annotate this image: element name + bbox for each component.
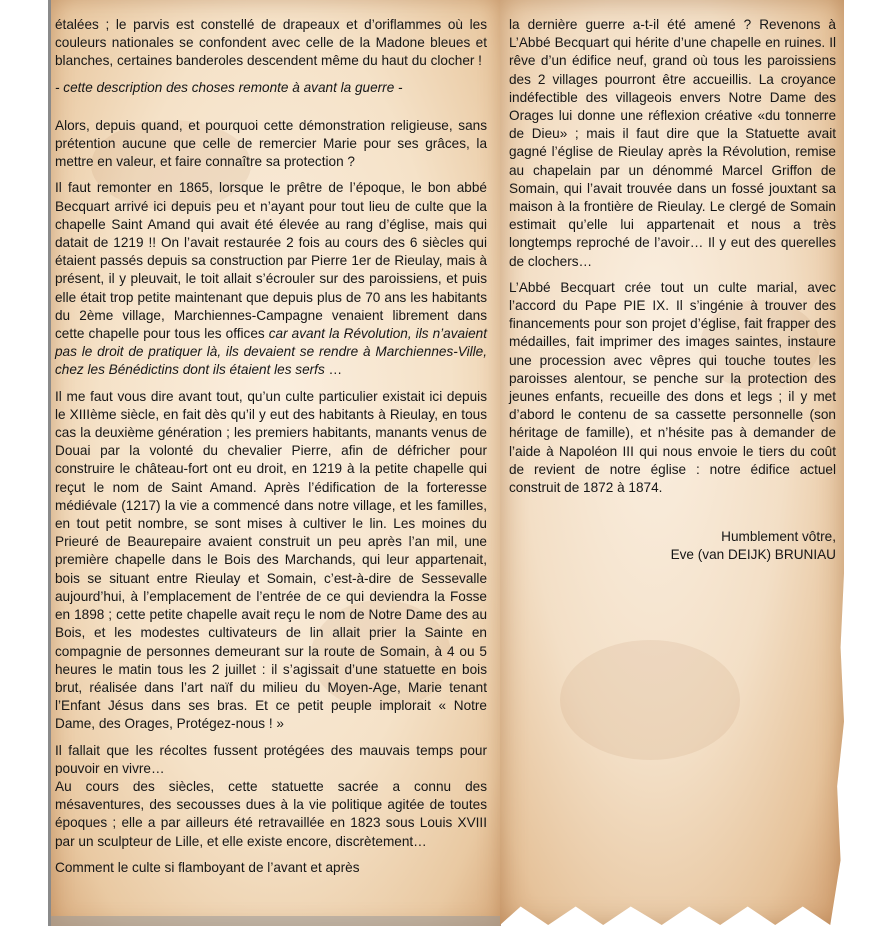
paragraph: Il fallait que les récoltes fussent protégées des mauvais temps pour pouvoir en vivre… [55,742,487,776]
signature-name: Eve (van DEIJK) BRUNIAU [670,547,836,563]
paragraph-text: Il faut remonter en 1865, lorsque le prêtre de l’époque, le bon abbé Becquart arrivé ici depuis peu et n’ayant pour tout lieu de culte que la chapelle Saint Amand qui avait été élevée au rang d’église, mais qui datait de 1219 !! On l’avait restaurée 2 fois au cours des 6 siècles qui étaient passés depuis sa construction par Pierre 1er de Rieulay, mais à présent, il y pleuvait, le toit allait s’écrouler sur des paroissiens, et puis elle était trop petite maintenant que depuis plus de 70 ans les habitants du 2ème village, Marchiennes-Campagne venaient librement dans cette chapelle pour tous les offices [55,180,487,342]
left-text-column [55,16,487,885]
paragraph-text: … [324,362,343,378]
paragraph: L’Abbé Becquart crée tout un culte marial, avec l’accord du Pape PIE IX. Il s’ingénie à trouver des financements pour son projet d’église, fait frapper des médailles, fait imprimer des images saintes, instaure une procession avec vêpres qui touche toutes les paroisses alentour, se penche sur la protection des jeunes enfants, recueille des dons et legs ; il y met d’abord le contenu de sa cassette personnelle (son héritage de famille), et n’hésite pas à demander de l’aide à Napoléon III qui nous envoie le tiers du coût de revient de notre église : notre édifice actuel construit de 1872 à 1874. [509,279,836,496]
paragraph: étalées ; le parvis est constellé de drapeaux et d’oriflammes où les couleurs nationales se confondent avec celle de la Madone bleues et blanches, certaines banderoles descendent même du haut du clocher ! [55,17,487,69]
italic-text: car avant la Révolution, ils n’avaient pas le droit de pratiquer là, ils devaient se rendre à Marchiennes-Ville, chez les Bénédictins dont ils étaient les serfs [55,326,487,378]
paragraph: Alors, depuis quand, et pourquoi cette démonstration religieuse, sans prétention aucune que celle de remercier Marie pour ses grâces, la mettre en valeur, et faire connaître sa protection ? [55,117,487,170]
signature-closing: Humblement vôtre, [721,529,836,544]
italic-note: - cette description des choses remonte à avant la guerre - [55,79,403,95]
paragraph [55,179,487,379]
paragraph: Comment le culte si flamboyant de l’avant et après [55,859,360,875]
paragraph: Il me faut vous dire avant tout, qu’un culte particulier existait ici depuis le XIIIème siècle, en fait dès qu’il y eut des habitants à Rieulay, en tous cas la deuxième génération ; les premiers habitants, manants venus de Douai par la volonté du chevalier Pierre, afin de défricher pour construire le château-fort ont eu droit, en 1219 à la petite chapelle qui reçut le nom de Saint Amand. Après l’édification de la forteresse médiévale (1217) la vie a commencé dans notre village, et les familles, en tout petit nombre, se sont mises à cultiver le lin. Les moines du Prieuré de Beaurepaire avaient construit un peu après l’an mil, une première chapelle dans le Bois des Marchands, qui leur appartenait, bois se situant entre Rieulay et Somain, c’est-à-dire de Sessevalle aujourd’hui, à l’emplacement de l’entrée de ce qui deviendra la Fosse en 1898 ; cette petite chapelle avait reçu le nom de Notre Dame des au Bois, et les modestes cultivateurs de lin allait prier la Sainte en compagnie de personnes demeurant sur la route de Somain, à 4 ou 5 heures le matin tous les 2 juillet : il s’agissait d’une statuette en bois brut, réalisée dans l’art naïf du milieu du Moyen-Age, Marie tenant l’Enfant Jésus dans ses bras. Et ce petit peuple implorait « Notre Dame, des Orages, Protégez-nous ! » [55,388,487,732]
right-text-column [509,16,836,505]
paragraph: la dernière guerre a-t-il été amené ? Revenons à L’Abbé Becquart qui hérite d’une chapelle en ruines. Il rêve d’un édifice neuf, grand où tous les paroissiens des 2 villages pourront être accueillis. La croyance indéfectible des villageois envers Notre Dame des Orages lui donne une réflexion créative «du tonnerre de Dieu» ; mais il faut dire que la Statuette avait gagné l’église de Rieulay après la Révolution, remise au chapelain par un dénommé Marcel Griffon de Somain, qui l’avait trouvée dans un fossé jouxtant sa maison à la frontière de Rieulay. Le clergé de Somain estimait qu’elle lui appartenait et nous a très longtemps reproché de l’avoir… Il y eut des querelles de clochers… [509,17,836,269]
paragraph: Au cours des siècles, cette statuette sacrée a connu des mésaventures, des secousses dues à la vie politique agitée de toutes époques ; elle a par ailleurs été retravaillée en 1823 sous Louis XVIII par un sculpteur de Lille, et elle existe encore, discrètement… [55,778,487,849]
signature [600,528,836,564]
